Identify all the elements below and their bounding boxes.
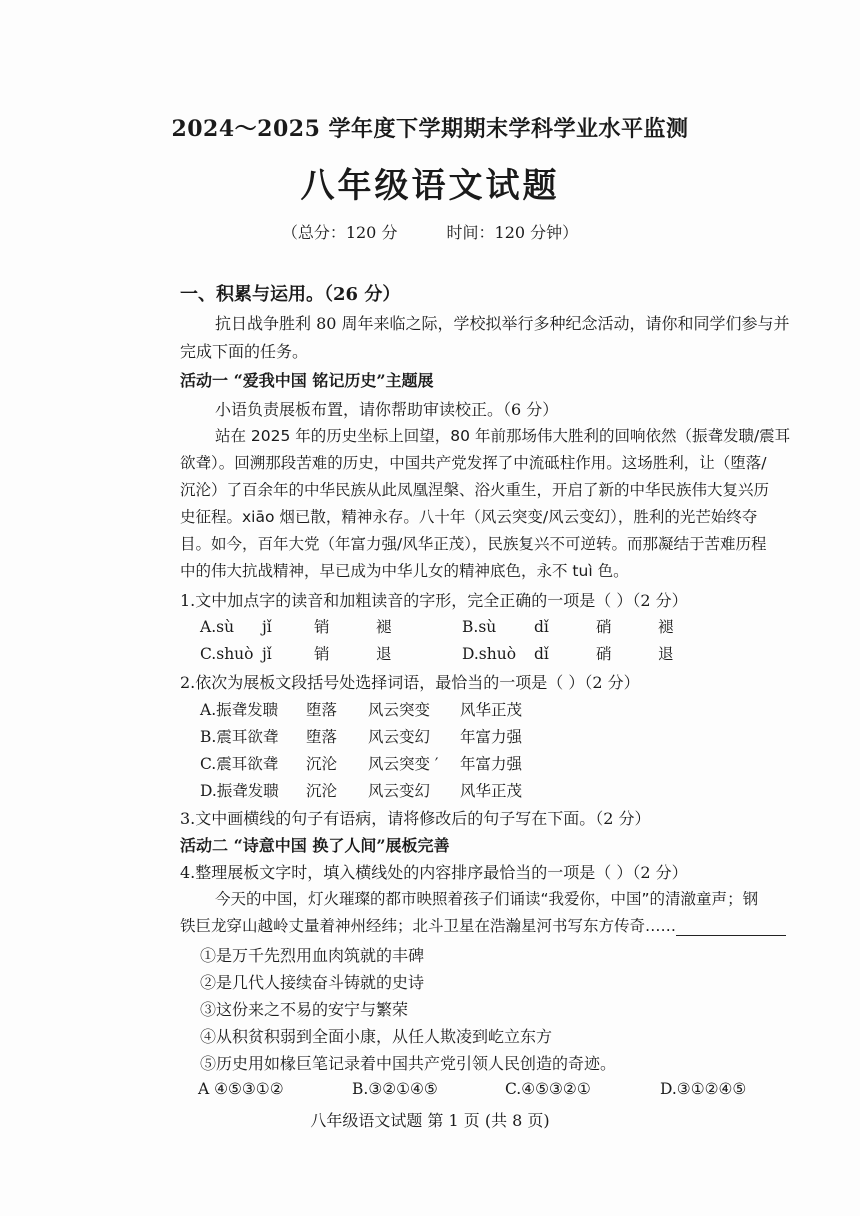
q1-option-d: D.shuò dǐ 硝 退 [462,645,674,663]
q1-stem: 1.文中加点字的读音和加粗读音的字形，完全正确的一项是（ ）（2 分） [180,591,688,610]
passage-line-1: 站在 2025 年的历史坐标上回望，80 年前那场伟大胜利的回响依然（振聋发聩/震耳 [215,427,791,445]
q4-item-1: ①是万千先烈用血肉筑就的丰碑 [200,946,425,965]
q4-choice-d: D.③①②④⑤ [660,1080,747,1098]
passage-line-5: 目。如今，百年大党（年富力强/风华正茂），民族复兴不可逆转。而那凝结于苦难历程 [180,535,767,553]
exam-subject-title: 八年级语文试题 [300,166,560,206]
q1-option-b: B.sù dǐ 硝 褪 [462,618,674,636]
q4-passage-line-2: 铁巨龙穿山越岭丈量着神州经纬；北斗卫星在浩瀚星河书写东方传奇…… [180,914,786,936]
exam-time: 时间：120 分钟） [446,223,579,242]
q2-option-d: D.振聋发聩 沉沦 风云变幻 风华正茂 [200,782,523,800]
q3-stem: 3.文中画横线的句子有语病，请将修改后的句子写在下面。（2 分） [180,809,651,828]
intro-line-1: 抗日战争胜利 80 周年来临之际，学校拟举行多种纪念活动，请你和同学们参与并 [215,314,790,333]
q4-item-2: ②是几代人接续奋斗铸就的史诗 [200,973,425,992]
section-heading: 一、积累与运用。（26 分） [180,284,401,305]
total-score: （总分：120 分 [281,223,398,242]
q1-option-a: A.sù jǐ 销 褪 [200,618,392,636]
page-footer: 八年级语文试题 第 1 页 (共 8 页) [310,1111,550,1130]
exam-header-title: 2024～2025 学年度下学期期末学科学业水平监测 [171,116,689,142]
q4-item-5: ⑤历史用如椽巨笔记录着中国共产党引领人民创造的奇迹。 [200,1054,617,1073]
passage-line-4: 史征程。xiāo 烟已散，精神永存。八十年（风云突变/风云变幻），胜利的光芒始终夺 [180,508,758,526]
q4-item-3: ③这份来之不易的安宁与繁荣 [200,1000,409,1019]
answer-blank [676,919,786,936]
q4-item-4: ④从积贫积弱到全面小康，从任人欺凌到屹立东方 [200,1027,553,1046]
q2-option-c: C.震耳欲聋 沉沦 风云突变 ′ 年富力强 [200,755,523,773]
activity1-heading: 活动一 “爱我中国 铭记历史”主题展 [180,371,434,390]
q4-passage-line-1: 今天的中国，灯火璀璨的都市映照着孩子们诵读“我爱你，中国”的清澈童声；钢 [215,890,759,908]
passage-line-3: 沉沦）了百余年的中华民族从此凤凰涅槃、浴火重生，开启了新的中华民族伟大复兴历 [180,481,770,499]
q4-choice-b: B.③②①④⑤ [352,1080,438,1098]
q2-option-a: A.振聋发聩 堕落 风云突变 风华正茂 [200,701,523,719]
q4-choice-a: A ④⑤③①② [198,1080,284,1098]
q4-stem: 4.整理展板文字时，填入横线处的内容排序最恰当的一项是（ ）（2 分） [180,863,688,882]
activity2-heading: 活动二 “诗意中国 换了人间”展板完善 [180,836,450,855]
q4-choice-c: C.④⑤③②① [505,1080,591,1098]
passage-line-6: 中的伟大抗战精神，早已成为中华儿女的精神底色，永不 tuì 色。 [180,562,629,580]
intro-line-2: 完成下面的任务。 [180,342,309,361]
q2-stem: 2.依次为展板文段括号处选择词语，最恰当的一项是（ ）（2 分） [180,673,640,692]
q2-option-b: B.震耳欲聋 堕落 风云变幻 年富力强 [200,728,523,746]
q1-option-c: C.shuò jǐ 销 退 [200,645,392,663]
exam-meta [0,220,860,243]
passage-line-2: 欲聋）。回溯那段苦难的历史，中国共产党发挥了中流砥柱作用。这场胜利，让（堕落/ [180,454,767,472]
activity1-instruction: 小语负责展板布置，请你帮助审读校正。（6 分） [215,400,559,419]
